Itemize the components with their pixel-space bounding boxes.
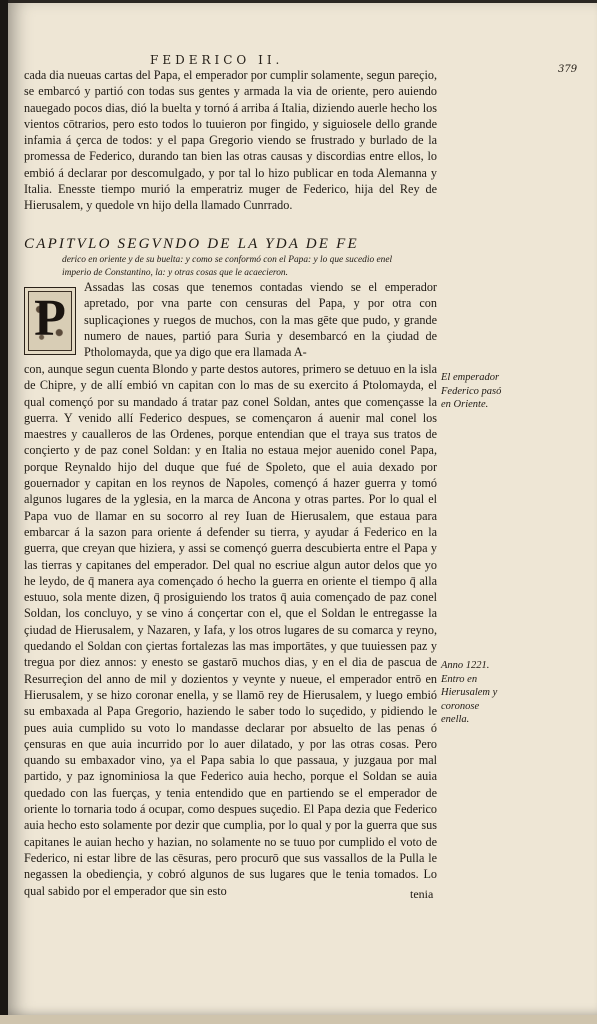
decorated-initial	[24, 287, 76, 355]
running-head: FEDERICO II.	[150, 53, 284, 67]
marginal-note-2: Anno 1221. Entro en Hierusalem y coronose enella.	[441, 660, 498, 725]
page-number: 379	[558, 64, 578, 75]
paragraph-2-start: Assadas las cosas que tenemos contadas viendo se el emperador apretado, por vna parte con censuras del Papa, y por otra con suplicaçiones y ruegos de muchos, con la mas gēte que pudo, y grande numero de naues, partió para Suria y desembarcó en la çiudad de Ptholomayda, que ya digo que era llamada A-	[84, 280, 437, 360]
catchword: tenia	[410, 887, 434, 901]
marginal-note-1: El emperador Federico pasó en Oriente.	[441, 372, 502, 410]
page-edge	[0, 1015, 597, 1024]
paragraph-2-body: con, aunque segun cuenta Blondo y parte destos autores, primero se detuuo en la isla de Chipre, y de allí embió vn capitan con lo mas de su exercito á Ptolomayda, el qual començó por su mandado á tratar paz conel Soldan, antes que començasse la guerra. Y venido allí Federico despues, se començaron á auenir mal conel los maestres y caualleros de las Ordenes, porque entendian que el traya sus tratos de conçierto y de paz conel Soldan: y en Italia no estaua mejor auenido conel Papa, porque Reynaldo hijo del duque que fué de Spoleto, que el auia dexado por gouernador y capitan en los reynos de Napoles, començó á hazer guerra y tomó algunos lugares de la yglesia, en la marca de Ancona y otras partes. Por lo qual el Papa vuo de llamar en su socorro al rey Iuan de Hierusalem, que estaua para embarcar á la sazon para oriente á defender su tierra, y ayudar á Federico en la guerra, que creyan que hiziera, y assi se començó guerra descubierta entre el Papa y las tierras y capitanes del emperador. Del qual no escriue algun autor delos que yo he leydo, de q̄ manera aya començado ó hecho la guerra en oriente el tiempo q̄ alla estuuo, sola mente dizen, q̄ prosiguiendo los tratos q̄ auia començado de paz conel Soldan, los concluyo, y se vino á conçertar con el, que el Soldan le entregasse la çiudad de Hierusalem, y Nazaren, y Iafa, y los otros lugares de su comarca y reyno, quedando el Soldan con çiertas fortalezas las mas importātes, y que tuuiessen paz y tregua por diez annos: y enesto se gastarō muchos dias, y en el dia de pascua de Resurreçion del anno de mil y dozientos y veynte y nueue, el emperador entrō en Hierusalem, y se hizo coronar enella, y se llamō rey de Hierusalem, y luego embió su embaxada al Papa Gregorio, haziendo le saber todo lo suçedido, y pidiendo le pues auia cumplido su voto lo mandasse declarar por absuelto de las penas ó çensuras en que auia incurrido por lo auer dilatado, y por las otras cosas. Pero quando su embaxador vino, ya el Papa sabia lo que passaua, y juzgaua por mal partido, y paz ignominiosa la que Federico auia hecho, porque el Soldan se auia quedado con las fuerças, y tenia entendido que en partiendo se el emperador de oriente lo tornaria todo á ocupar, como despues suçedio. El Papa dezia que Federico auia hecho esto solamente por dezir que cumplia, por lo qual y por la guerra que sus capitanes le auian hecho y hazian, no solamente no se tuuo por cumplido el voto de Federico, ni estar libre de las cēsuras, pero procurō que sus vassallos de la Pulla le negassen la obediençia, y cobró algunos de sus lugares que le tenia tomados. Lo qual sabido por el emperador que sin esto	[24, 362, 437, 898]
paragraph-1: cada dia nueuas cartas del Papa, el emperador por cumplir solamente, segun pareçio, se embarcó y partió con todas sus gentes y armada la via de oriente, pero auiendo nauegado pocos dias, dió la buelta y tornó á arriba á Italia, diziendo auerle hecho los vientos cōtrarios, pero esto todos lo tuuieron por fingido, y siguiosele dello grande infamia á çerca de todos: y el papa Gregorio viendo se frustrado y burlado de la promessa de Federico, durando tan bien las otras causas y discordias entre ellos, lo embió á declarar por descomulgado, y por tal lo hizo publicar en toda Alemanna y Italia. Enesste tiempo murió la emperatriz muger de Federico, hija del Rey de Hierusalem, y quedole vn hijo della llamado Cunrrado.	[24, 68, 437, 213]
chapter-heading: CAPITVLO SEGVNDO DE LA YDA DE FE	[24, 236, 359, 252]
chapter-subtitle: derico en oriente y de su buelta: y como se conformó con el Papa: y lo que sucedio enel imperio de Constantino, la: y otras cosas que le acaecieron.	[62, 255, 393, 278]
book-gutter	[0, 0, 8, 1024]
initial-letter: P	[34, 290, 66, 347]
